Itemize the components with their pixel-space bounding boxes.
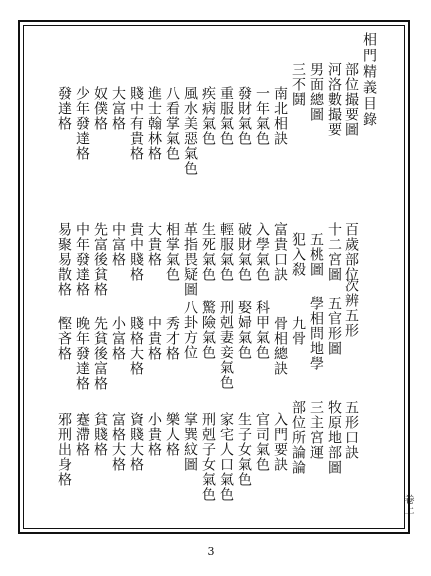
toc-entry: 重服氣色 <box>218 86 234 146</box>
toc-entry: 樂人格 <box>164 412 180 457</box>
toc-entry: 三不鬪 <box>290 62 306 107</box>
toc-entry: 入門要訣 <box>272 412 288 472</box>
toc-entry: 八卦方位 <box>182 300 198 360</box>
toc-entry: 中年發達格 <box>74 222 90 297</box>
toc-entry: 百歲部位 <box>343 222 359 282</box>
toc-entry: 小貴格 <box>146 412 162 457</box>
toc-entry: 疾病氣色 <box>200 86 216 146</box>
toc-entry: 十二宮圖 <box>326 222 342 282</box>
toc-entry: 五桃圖 <box>308 232 324 277</box>
toc-entry: 中富格 <box>110 222 126 267</box>
toc-entry: 科甲氣色 <box>254 300 270 360</box>
toc-entry: 犯入殺 <box>290 232 306 277</box>
toc-entry: 官司氣色 <box>254 412 270 472</box>
toc-entry: 學相問地學 <box>308 296 324 371</box>
toc-entry: 富格大格 <box>110 412 126 472</box>
toc-entry: 九骨 <box>290 316 306 346</box>
toc-entry: 蹇滯格 <box>74 412 90 457</box>
toc-entry: 河洛數撮要 <box>326 62 342 137</box>
toc-entry: 三主宮運 <box>308 400 324 460</box>
toc-entry: 發達格 <box>56 86 72 131</box>
toc-entry: 風水美惡氣色 <box>182 86 198 176</box>
toc-entry: 五形口訣 <box>343 400 359 460</box>
toc-entry: 貴中賤格 <box>128 222 144 282</box>
toc-entry: 晚年發達格 <box>74 316 90 391</box>
toc-entry: 相掌氣色 <box>164 222 180 282</box>
toc-entry: 五官形圖 <box>326 296 342 356</box>
folio-marker: 卷上 <box>402 494 413 514</box>
toc-entry: 資賤大格 <box>128 412 144 472</box>
toc-entry: 部位撮要圖 <box>343 62 359 137</box>
toc-entry: 易聚易散格 <box>56 222 72 297</box>
toc-title: 相門精義目錄 <box>361 32 377 128</box>
toc-entry: 破財氣色 <box>236 222 252 282</box>
toc-entry: 部位所論論 <box>290 400 306 475</box>
toc-entry: 驚險氣色 <box>200 300 216 360</box>
toc-entry: 生子女氣色 <box>236 412 252 487</box>
toc-entry: 次辨五形 <box>343 278 359 338</box>
toc-entry: 大富格 <box>110 86 126 131</box>
toc-entry: 大貴格 <box>146 222 162 267</box>
toc-entry: 八看掌氣色 <box>164 86 180 161</box>
toc-entry: 刑剋妻妾氣色 <box>218 300 234 390</box>
toc-entry: 秀才格 <box>164 316 180 361</box>
toc-entry: 娶婦氣色 <box>236 300 252 360</box>
toc-entry: 生死氣色 <box>200 222 216 282</box>
toc-entry: 少年發達格 <box>74 86 90 161</box>
toc-entry: 慳吝格 <box>56 316 72 361</box>
toc-entry: 先貧後富格 <box>92 316 108 391</box>
toc-entry: 革指畏疑圖 <box>182 222 198 297</box>
toc-entry: 邪刑出身格 <box>56 412 72 487</box>
toc-entry: 家宅人口氣色 <box>218 412 234 502</box>
toc-entry: 賤格大格 <box>128 316 144 376</box>
toc-entry: 小富格 <box>110 316 126 361</box>
toc-entry: 富貴口訣 <box>272 222 288 282</box>
toc-entry: 骨相總訣 <box>272 316 288 376</box>
toc-entry: 賤中有貴格 <box>128 86 144 161</box>
toc-entry: 刑剋子女氣色 <box>200 412 216 502</box>
toc-entry: 貧賤格 <box>92 412 108 457</box>
toc-entry: 進士翰林格 <box>146 86 162 161</box>
toc-entry: 奴僕格 <box>92 86 108 131</box>
toc-entry: 入學氣色 <box>254 222 270 282</box>
toc-entry: 南北相訣 <box>272 86 288 146</box>
page-number: 3 <box>207 545 215 558</box>
toc-entry: 輕服氣色 <box>218 222 234 282</box>
toc-entry: 中貴格 <box>146 316 162 361</box>
toc-entry: 先富後貧格 <box>92 222 108 297</box>
toc-entry: 一年氣色 <box>254 86 270 146</box>
toc-entry: 發財氣色 <box>236 86 252 146</box>
toc-entry: 男面總圖 <box>308 62 324 122</box>
toc-entry: 牧原地部圖 <box>326 400 342 475</box>
toc-entry: 掌巽紋圖 <box>182 412 198 472</box>
